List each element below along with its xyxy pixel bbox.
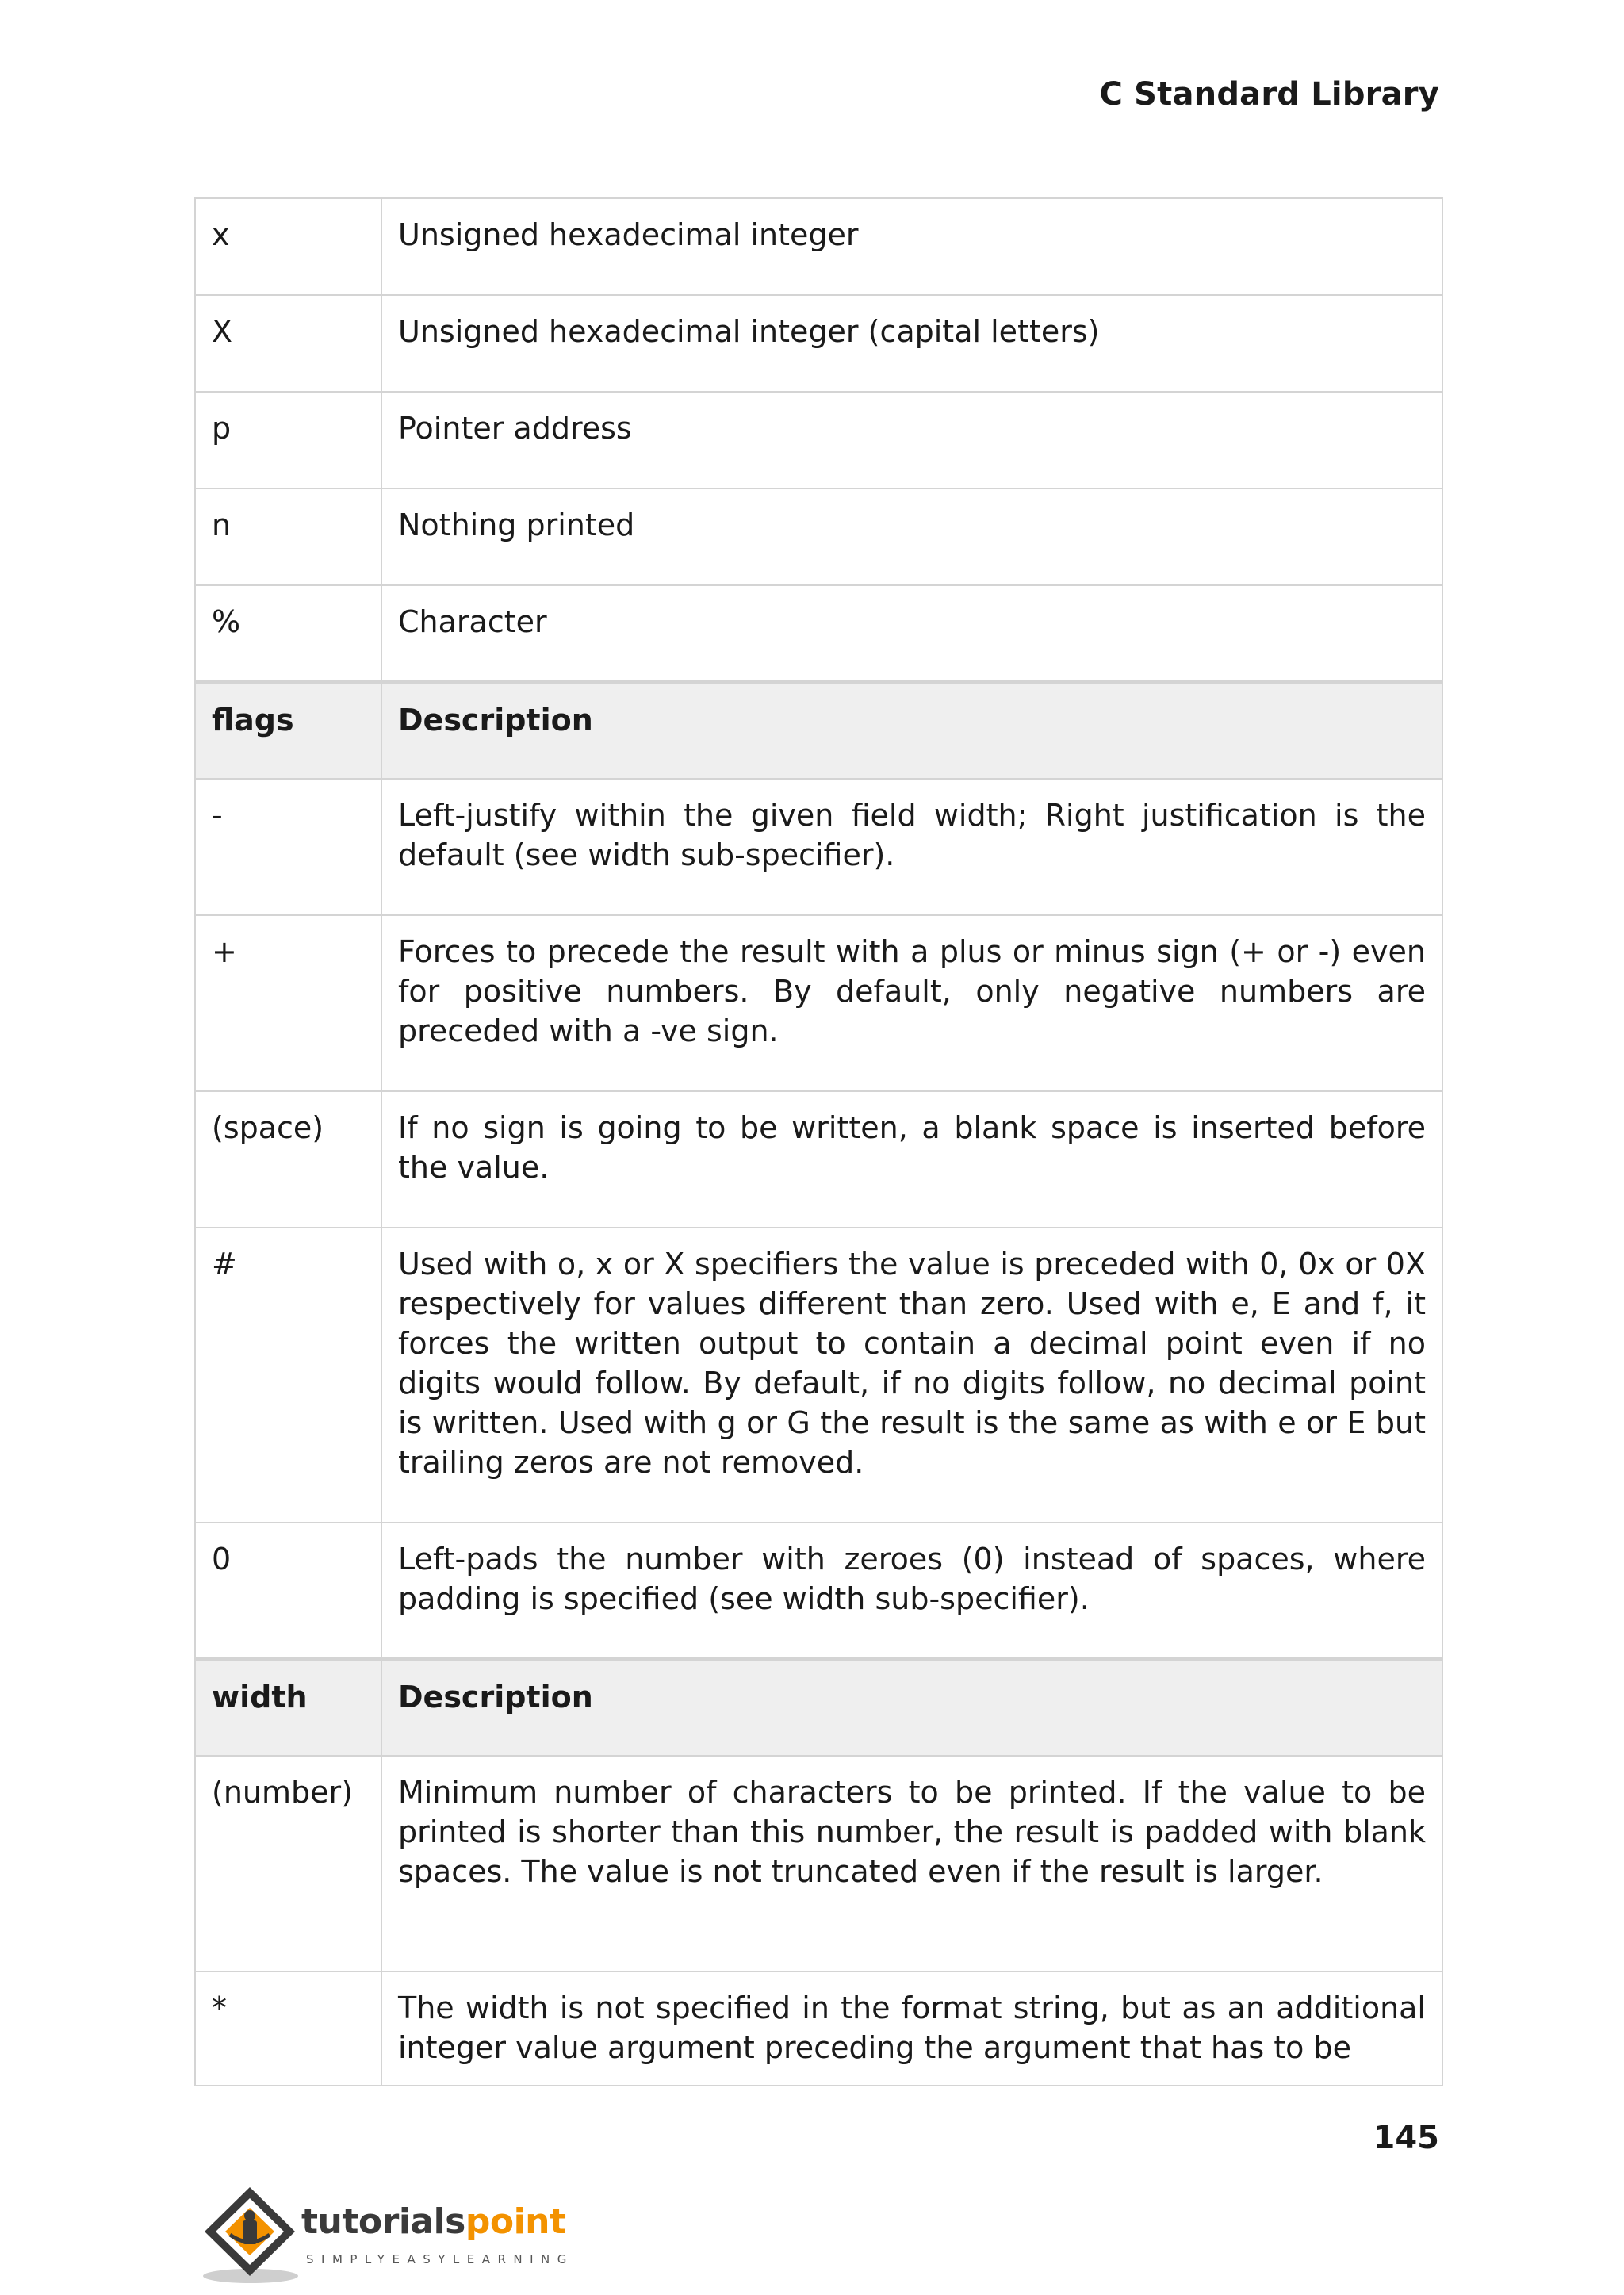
logo-word-part2: point: [465, 2201, 566, 2242]
page-number: 145: [1373, 2120, 1439, 2156]
section-header-description: Description: [381, 682, 1442, 779]
format-specifier-table: [194, 197, 1443, 2086]
specifier-cell: (space): [195, 1091, 381, 1228]
table-row: [195, 392, 1442, 489]
specifier-cell: (number): [195, 1756, 381, 1971]
description-cell: The width is not specified in the format string, but as an additional integer value argument preceding the argument that has to be: [381, 1971, 1442, 2086]
logo-tagline: SIMPLYEASYLEARNING: [306, 2252, 574, 2266]
table-row: [195, 779, 1442, 915]
table-section-header: [195, 1659, 1442, 1756]
table-row: [195, 1228, 1442, 1523]
specifier-cell: -: [195, 779, 381, 915]
table-row: [195, 1523, 1442, 1659]
section-header-description: Description: [381, 1659, 1442, 1756]
tutorialspoint-logo-icon: [198, 2182, 301, 2285]
specifier-cell: %: [195, 585, 381, 682]
table-row: [195, 295, 1442, 392]
table-row: [195, 1971, 1442, 2086]
specifier-cell: +: [195, 915, 381, 1091]
page-header-title: C Standard Library: [1099, 76, 1439, 113]
description-cell: Minimum number of characters to be printed. If the value to be printed is shorter than this number, the result is padded with blank spaces. The value is not truncated even if the result is larger.: [381, 1756, 1442, 1971]
section-header-label: width: [195, 1659, 381, 1756]
description-cell: Unsigned hexadecimal integer (capital letters): [381, 295, 1442, 392]
specifier-cell: X: [195, 295, 381, 392]
logo-word-part1: tutorials: [301, 2201, 465, 2242]
description-cell: If no sign is going to be written, a blank space is inserted before the value.: [381, 1091, 1442, 1228]
description-cell: Used with o, x or X specifiers the value is preceded with 0, 0x or 0X respectively for values different than zero. Used with e, E and f, it forces the written output to contain a decimal point even if no digits would follow. By default, if no digits follow, no decimal point is written. Used with g or G the result is the same as with e or E but trailing zeros are not removed.: [381, 1228, 1442, 1523]
table-row: [195, 489, 1442, 585]
description-cell: Character: [381, 585, 1442, 682]
description-cell: Pointer address: [381, 392, 1442, 489]
table-section-header: [195, 682, 1442, 779]
table-row: [195, 1091, 1442, 1228]
specifier-cell: p: [195, 392, 381, 489]
specifier-cell: n: [195, 489, 381, 585]
section-header-label: flags: [195, 682, 381, 779]
description-cell: Nothing printed: [381, 489, 1442, 585]
specifier-cell: x: [195, 198, 381, 295]
specifier-cell: 0: [195, 1523, 381, 1659]
specifier-cell: #: [195, 1228, 381, 1523]
specifier-cell: *: [195, 1971, 381, 2086]
table-row: [195, 198, 1442, 295]
description-cell: Left-justify within the given field width; Right justification is the default (see width sub-specifier).: [381, 779, 1442, 915]
table-row: [195, 585, 1442, 682]
table-row: [195, 915, 1442, 1091]
description-cell: Left-pads the number with zeroes (0) instead of spaces, where padding is specified (see width sub-specifier).: [381, 1523, 1442, 1659]
logo-wordmark: [301, 2201, 566, 2242]
description-cell: Forces to precede the result with a plus or minus sign (+ or -) even for positive numbers. By default, only negative numbers are preceded with a -ve sign.: [381, 915, 1442, 1091]
table-row: [195, 1756, 1442, 1971]
tutorialspoint-logo: [198, 2182, 574, 2285]
description-cell: Unsigned hexadecimal integer: [381, 198, 1442, 295]
